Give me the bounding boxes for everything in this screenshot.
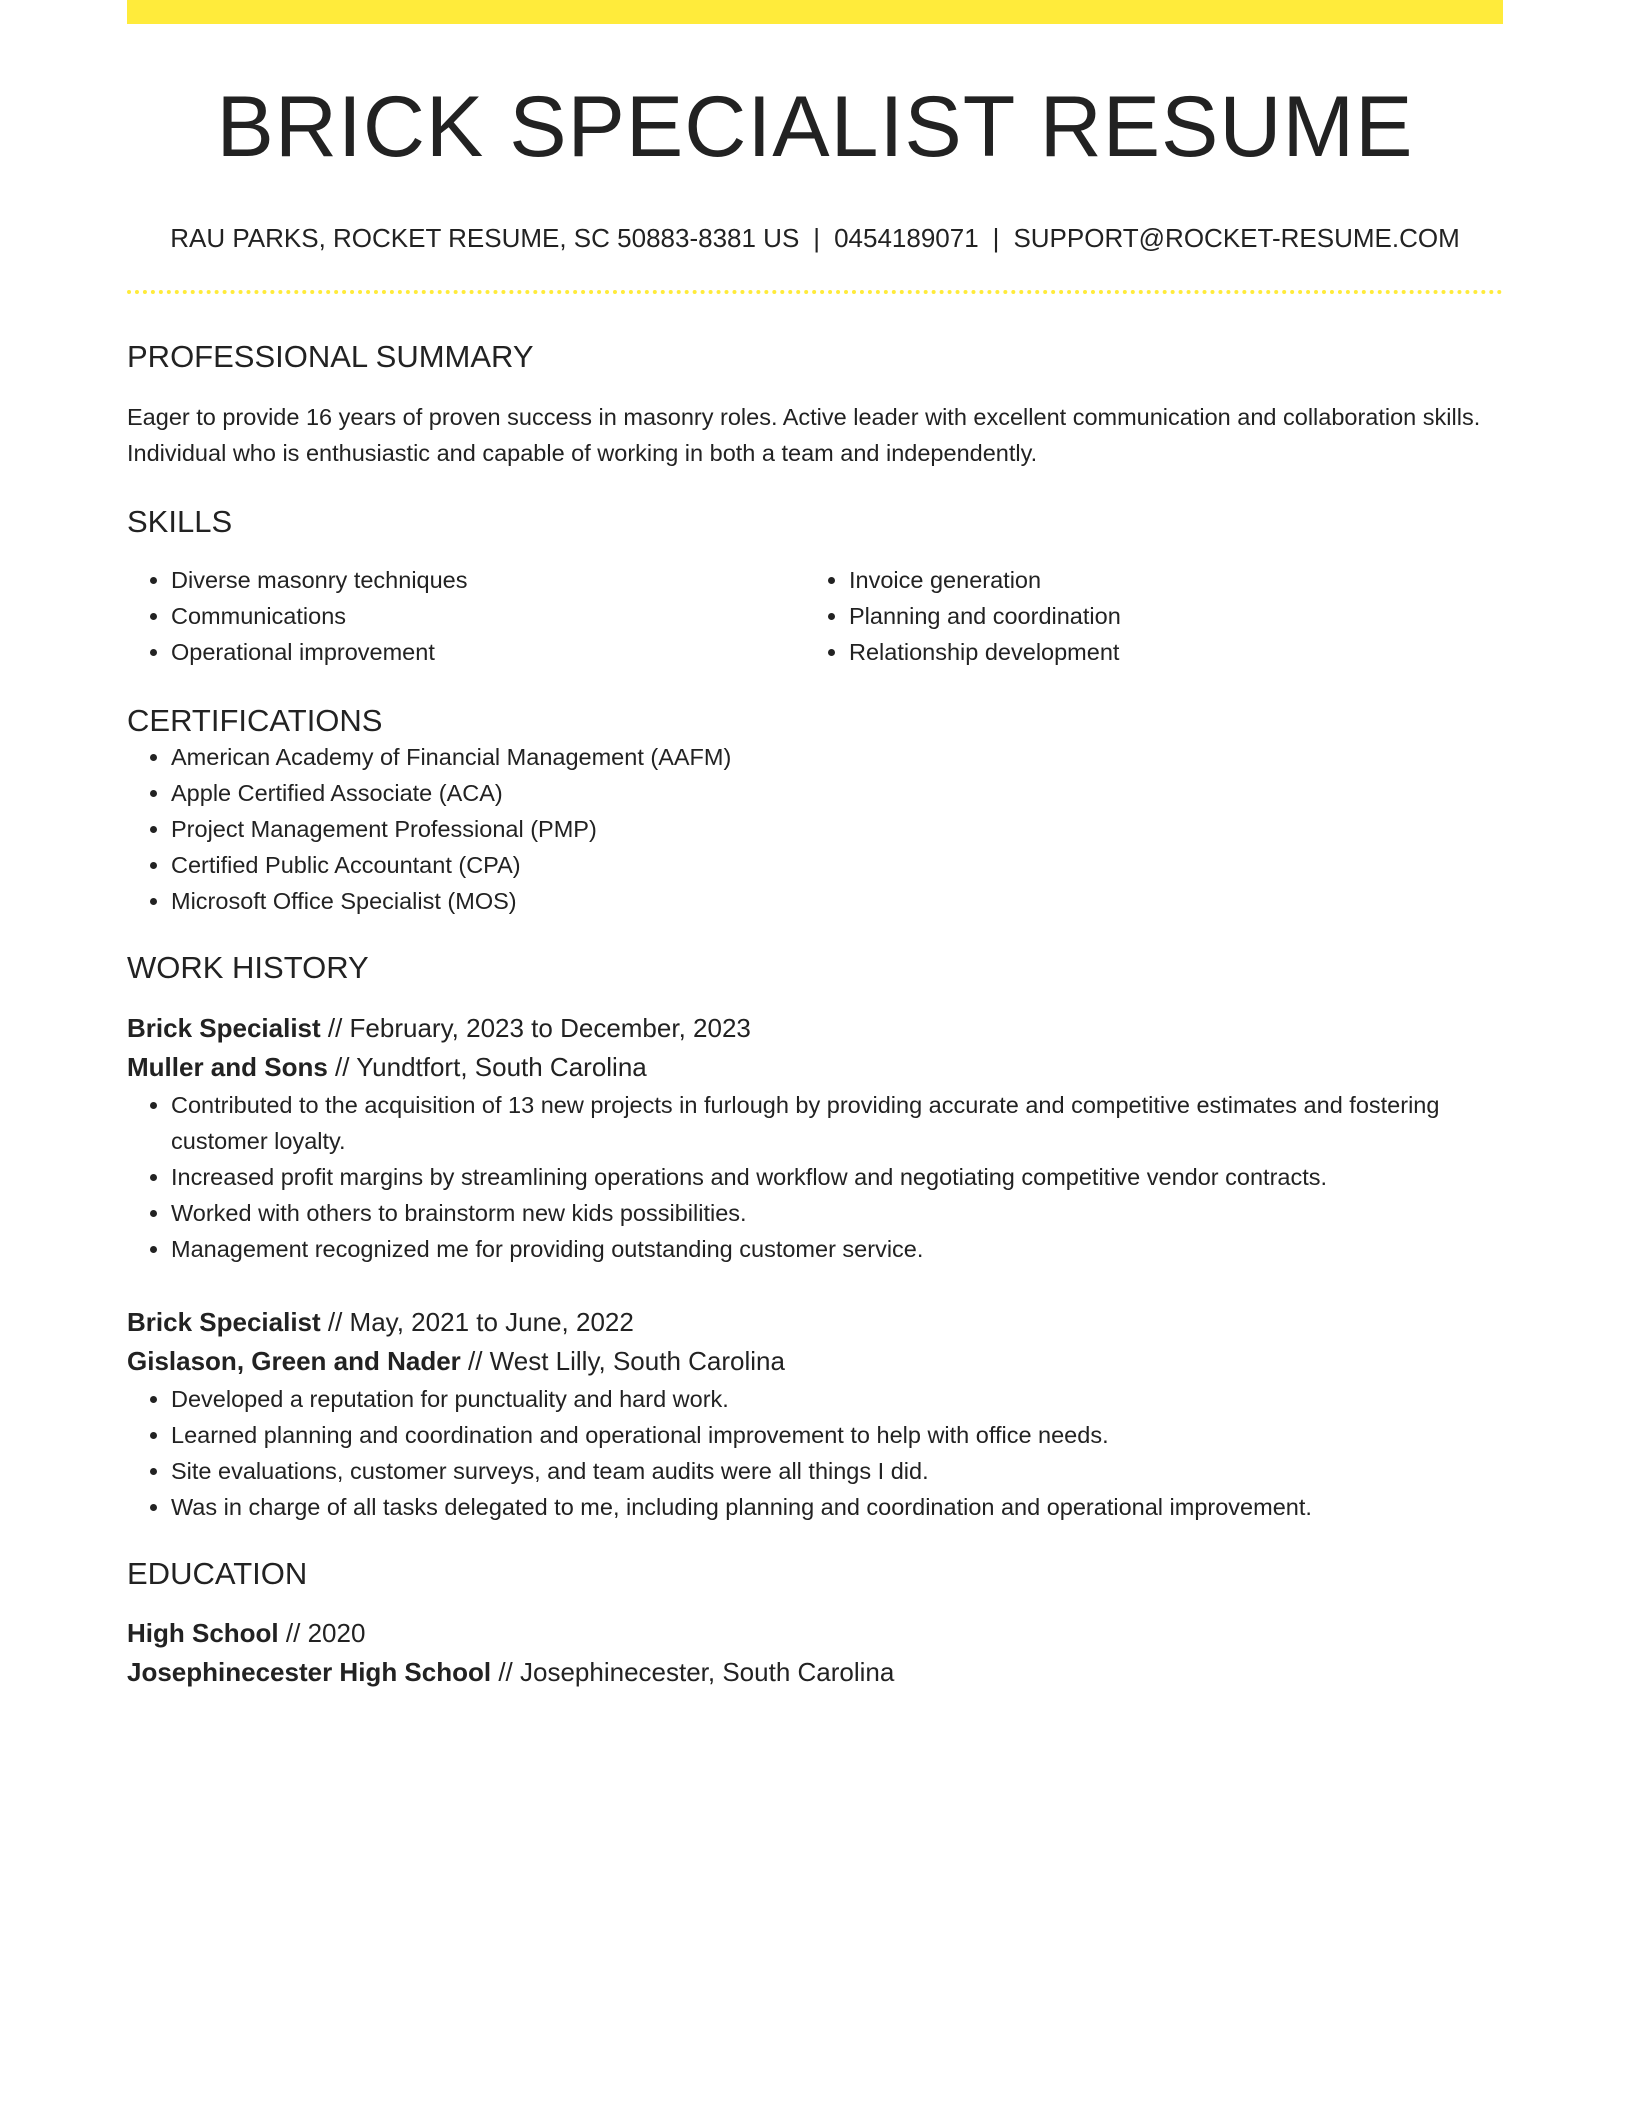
job-bullet: • Developed a reputation for punctuality and hard work. (171, 1381, 1503, 1417)
work-history-heading: WORK HISTORY (127, 950, 369, 986)
job-dates: // February, 2023 to December, 2023 (320, 1012, 751, 1043)
resume-page (127, 0, 1503, 1692)
skills-heading: SKILLS (127, 503, 233, 539)
school-name: Josephinecester High School (127, 1656, 492, 1687)
job-bullet: • Contributed to the acquisition of 13 new projects in furlough by providing accurate and competitive estimates and fostering customer loyalty. (171, 1087, 1503, 1159)
resume-title: BRICK SPECIALIST RESUME (216, 79, 1414, 175)
skill-item: • Operational improvement (171, 634, 805, 670)
contact-separator: | (813, 222, 821, 253)
contact-email: SUPPORT@ROCKET-RESUME.COM (1013, 222, 1460, 253)
school-line (127, 1653, 1503, 1692)
job-title-line (127, 1009, 1503, 1048)
summary-heading: PROFESSIONAL SUMMARY (127, 338, 534, 374)
job-location: // Yundtfort, South Carolina (327, 1051, 647, 1082)
education-section (127, 1555, 1503, 1692)
job-entry (127, 1009, 1503, 1267)
certifications-section (127, 702, 1503, 919)
job-location: // West Lilly, South Carolina (460, 1345, 785, 1376)
certification-item: • Project Management Professional (PMP) (171, 811, 1503, 847)
job-title: Brick Specialist (127, 1306, 321, 1337)
job-title: Brick Specialist (127, 1012, 321, 1043)
job-bullet: • Worked with others to brainstorm new kids possibilities. (171, 1195, 1503, 1231)
header-divider (127, 290, 1503, 294)
school-location: // Josephinecester, South Carolina (491, 1656, 895, 1687)
skills-column-left (127, 562, 805, 670)
job-bullet: • Management recognized me for providing outstanding customer service. (171, 1231, 1503, 1267)
job-dates: // May, 2021 to June, 2022 (320, 1306, 634, 1337)
education-entry (127, 1614, 1503, 1692)
certification-item: • American Academy of Financial Management (AAFM) (171, 739, 1503, 775)
summary-section (127, 338, 1503, 471)
skills-grid (127, 562, 1503, 670)
skill-item: • Planning and coordination (849, 598, 1483, 634)
contact-line (127, 223, 1503, 254)
job-entry (127, 1303, 1503, 1525)
job-bullets (127, 1381, 1503, 1525)
certification-item: • Microsoft Office Specialist (MOS) (171, 883, 1503, 919)
job-title-line (127, 1303, 1503, 1342)
job-company: Muller and Sons (127, 1051, 328, 1082)
graduation-year: // 2020 (278, 1617, 366, 1648)
job-bullet: • Site evaluations, customer surveys, and team audits were all things I did. (171, 1453, 1503, 1489)
job-company-line (127, 1048, 1503, 1087)
work-history-section (127, 949, 1503, 1524)
contact-phone: 0454189071 (834, 222, 979, 253)
summary-text: Eager to provide 16 years of proven success in masonry roles. Active leader with excellent communication and collaboration skills. Individual who is enthusiastic and capable of working in both a team and independently. (127, 403, 1481, 466)
certifications-list (127, 739, 1503, 919)
job-bullet: • Increased profit margins by streamlining operations and workflow and negotiating competitive vendor contracts. (171, 1159, 1503, 1195)
skill-item: • Diverse masonry techniques (171, 562, 805, 598)
certification-item: • Apple Certified Associate (ACA) (171, 775, 1503, 811)
degree: High School (127, 1617, 279, 1648)
education-heading: EDUCATION (127, 1555, 308, 1591)
job-company: Gislason, Green and Nader (127, 1345, 461, 1376)
certification-item: • Certified Public Accountant (CPA) (171, 847, 1503, 883)
skill-item: • Communications (171, 598, 805, 634)
job-bullets (127, 1087, 1503, 1267)
certifications-heading: CERTIFICATIONS (127, 703, 383, 739)
skills-column-right (805, 562, 1483, 670)
degree-line (127, 1614, 1503, 1653)
job-bullet: • Was in charge of all tasks delegated to me, including planning and coordination and operational improvement. (171, 1489, 1503, 1525)
contact-address: RAU PARKS, ROCKET RESUME, SC 50883-8381 US (170, 222, 800, 253)
skill-item: • Relationship development (849, 634, 1483, 670)
job-company-line (127, 1342, 1503, 1381)
top-accent-bar (127, 0, 1503, 24)
contact-separator: | (992, 222, 1000, 253)
job-bullet: • Learned planning and coordination and operational improvement to help with office needs. (171, 1417, 1503, 1453)
skills-section (127, 503, 1503, 670)
skill-item: • Invoice generation (849, 562, 1483, 598)
